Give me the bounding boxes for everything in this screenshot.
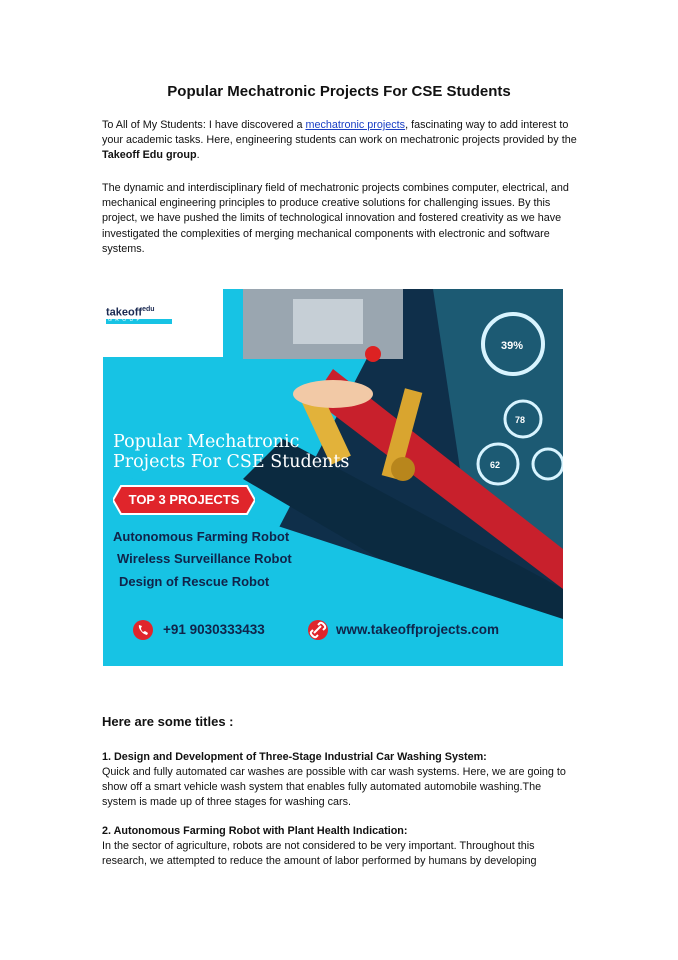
- intro-text-start: To All of My Students: I have discovered a: [102, 119, 306, 131]
- headline-line-1: Popular Mechatronic: [113, 432, 300, 452]
- titles-heading: Here are some titles :: [102, 714, 234, 729]
- hud-value-2: 78: [515, 415, 526, 425]
- logo-sub: G R O U P: [108, 317, 141, 323]
- brand-name: Takeoff Edu group: [102, 149, 197, 162]
- website-url: www.takeoffprojects.com: [336, 622, 500, 637]
- intro-paragraph: [102, 118, 580, 164]
- item-body: Quick and fully automated car washes are possible with car wash systems. Here, we are going to show off a smart vehicle wash system that enables fully automated automobile washing.The system is made up of three stages for washing cars.: [102, 766, 566, 809]
- item-body: In the sector of agriculture, robots are not considered to be very important. Throughout this research, we attempted to reduce the amount of labor performed by humans by developing: [102, 840, 537, 868]
- project-item: Design of Rescue Robot: [119, 574, 270, 589]
- hud-value-1: 39%: [501, 340, 524, 352]
- logo-sup: edu: [142, 306, 155, 313]
- intro-text-middle: , fascinating way to add interest to your academic tasks. Here, engineering students can work on mechatronic projects provided by the: [102, 119, 577, 147]
- banner-headline: [113, 432, 353, 472]
- description-paragraph: The dynamic and interdisciplinary field of mechatronic projects combines computer, electrical, and mechanical engineering principles to produce creative solutions for challenging issues. By this project, we have pushed the limits of technological innovation and fostered creativity as we have investigated the complexities of merging mechanical components with electronic and software systems.: [102, 182, 569, 255]
- promo-banner: [103, 289, 563, 666]
- hand-shape: [293, 380, 373, 408]
- logo-strip: [106, 319, 172, 324]
- logo-text: takeoff: [106, 306, 143, 319]
- page-title: Popular Mechatronic Projects For CSE Students: [167, 83, 511, 100]
- item-title: 2. Autonomous Farming Robot with Plant Health Indication:: [102, 825, 408, 837]
- intro-text-end: .: [196, 149, 200, 162]
- hud-value-3: 62: [490, 460, 501, 470]
- project-item: Wireless Surveillance Robot: [117, 551, 292, 566]
- red-button-icon: [365, 346, 381, 362]
- top3-badge: [113, 482, 255, 518]
- phone-number: +91 9030333433: [163, 622, 265, 637]
- item-title: 1. Design and Development of Three-Stage Industrial Car Washing System:: [102, 751, 487, 763]
- project-item: Autonomous Farming Robot: [113, 529, 290, 544]
- machine-panel: [293, 299, 363, 344]
- phone-icon: [133, 620, 153, 640]
- badge-label: TOP 3 PROJECTS: [128, 492, 240, 507]
- robot-joint: [391, 457, 415, 481]
- headline-line-2: Projects For CSE Students: [113, 452, 350, 472]
- mechatronic-projects-link[interactable]: mechatronic projects: [305, 119, 406, 131]
- link-icon: [308, 620, 328, 640]
